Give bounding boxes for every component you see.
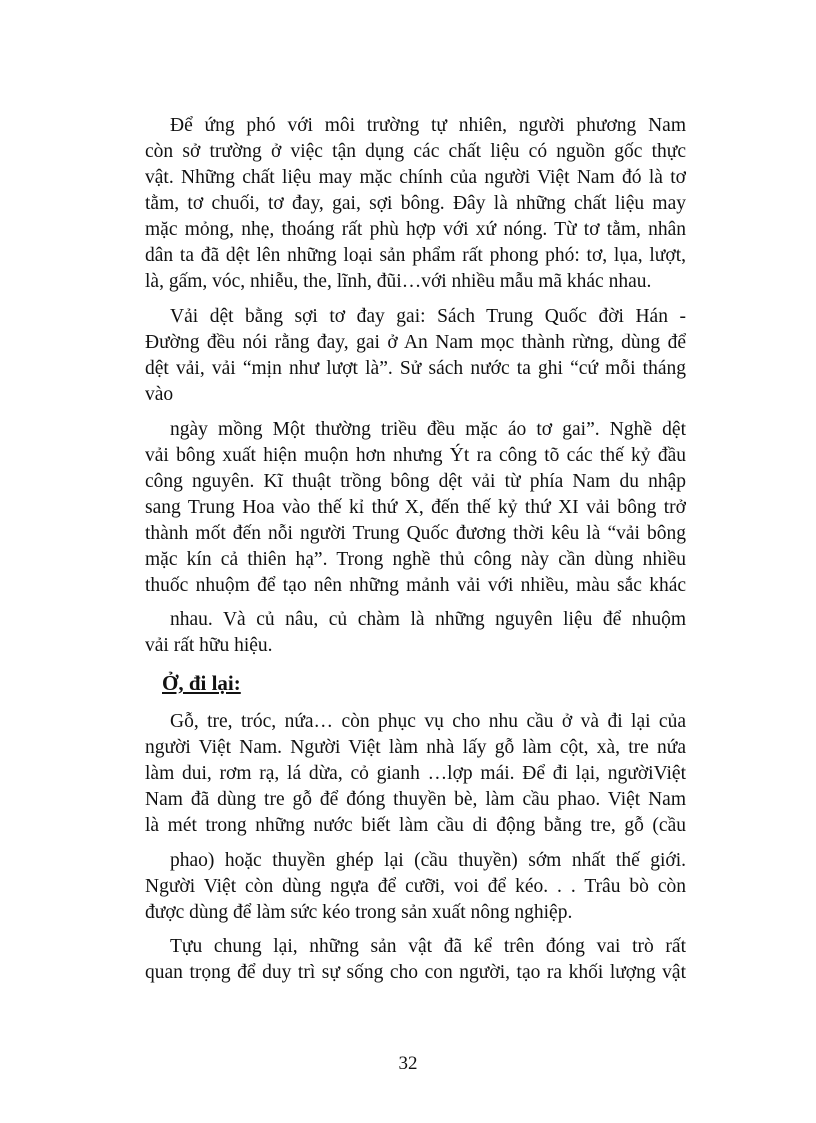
paragraph-4-line-1: nhau. Và củ nâu, củ chàm là những nguyên liệu để nhuộm xyxy=(170,609,686,630)
paragraph-1-line-5: mặc mỏng, nhẹ, thoáng rất phù hợp với xứ nóng. Từ tơ tằm, nhân xyxy=(145,219,686,240)
paragraph-7-line-2: quan trọng để duy trì sự sống cho con người, tạo ra khối lượng vật xyxy=(145,962,686,983)
paragraph-6-line-3: được dùng để làm sức kéo trong sản xuất nông nghiệp. xyxy=(145,902,573,923)
paragraph-5-line-4: Nam đã dùng tre gỗ để đóng thuyền bè, làm cầu phao. Việt Nam xyxy=(145,789,686,810)
paragraph-5-line-2: người Việt Nam. Người Việt làm nhà lấy gỗ làm cột, xà, tre nứa xyxy=(145,737,686,758)
paragraph-3-line-7: thuốc nhuộm để tạo nên những mảnh vải với nhiều, màu sắc khác xyxy=(145,575,686,596)
paragraph-2-line-1: Vải dệt bằng sợi tơ đay gai: Sách Trung Quốc đời Hán - xyxy=(170,306,686,327)
paragraph-3-line-1: ngày mồng Một thường triều đều mặc áo tơ gai”. Nghề dệt xyxy=(170,419,686,440)
paragraph-2-line-2: Đường đều nói rằng đay, gai ở An Nam mọc thành rừng, dùng để xyxy=(145,332,686,353)
paragraph-4-line-2: vải rất hữu hiệu. xyxy=(145,635,273,656)
paragraph-1-line-7: là, gấm, vóc, nhiễu, the, lĩnh, đũi…với nhiều mẫu mã khác nhau. xyxy=(145,271,652,292)
section-heading: Ở, đi lại: xyxy=(162,671,241,695)
paragraph-1-line-6: dân ta đã dệt lên những loại sản phẩm rất phong phó: tơ, lụa, lượt, xyxy=(145,245,686,266)
paragraph-3-line-3: công nguyên. Kĩ thuật trồng bông dệt vải từ phía Nam du nhập xyxy=(145,471,686,492)
paragraph-6-line-1: phao) hoặc thuyền ghép lại (cầu thuyền) sớm nhất thế giới. xyxy=(170,850,686,871)
paragraph-5-line-5: là mét trong những nước biết làm cầu di động bằng tre, gỗ (cầu xyxy=(145,815,686,836)
paragraph-3-line-2: vải bông xuất hiện muộn hơn nhưng Ýt ra công tõ các thế kỷ đầu xyxy=(145,445,686,466)
paragraph-1-line-1: Để ứng phó với môi trường tự nhiên, người phương Nam xyxy=(170,115,686,136)
paragraph-1-line-3: vật. Những chất liệu may mặc chính của người Việt Nam đó là tơ xyxy=(145,167,686,188)
paragraph-2-line-3: dệt vải, vải “mịn như lượt là”. Sử sách nước ta ghi “cứ mỗi tháng xyxy=(145,358,686,379)
paragraph-3-line-4: sang Trung Hoa vào thế kỉ thứ X, đến thế kỷ thứ XI vải bông trở xyxy=(145,497,686,518)
paragraph-6-line-2: Người Việt còn dùng ngựa để cưỡi, voi để kéo. . . Trâu bò còn xyxy=(145,876,686,897)
paragraph-7-line-1: Tựu chung lại, những sản vật đã kể trên đóng vai trò rất xyxy=(170,936,686,957)
paragraph-5-line-1: Gỗ, tre, tróc, nứa… còn phục vụ cho nhu cầu ở và đi lại của xyxy=(170,711,686,732)
paragraph-3-line-5: thành mốt đến nỗi người Trung Quốc đương thời kêu là “vải bông xyxy=(145,523,686,544)
page-number: 32 xyxy=(398,1053,418,1074)
paragraph-3-line-6: mặc kín cả thiên hạ”. Trong nghề thủ công này cần dùng nhiều xyxy=(145,549,686,570)
paragraph-5-line-3: làm dui, rơm rạ, lá dừa, cỏ gianh …lợp mái. Để đi lại, ngườiViệt xyxy=(145,763,686,784)
paragraph-1-line-4: tằm, tơ chuối, tơ đay, gai, sợi bông. Đây là những chất liệu may xyxy=(145,193,686,214)
paragraph-1-line-2: còn sở trường ở việc tận dụng các chất liệu có nguồn gốc thực xyxy=(145,141,686,162)
paragraph-2-line-4: vào xyxy=(145,384,174,405)
